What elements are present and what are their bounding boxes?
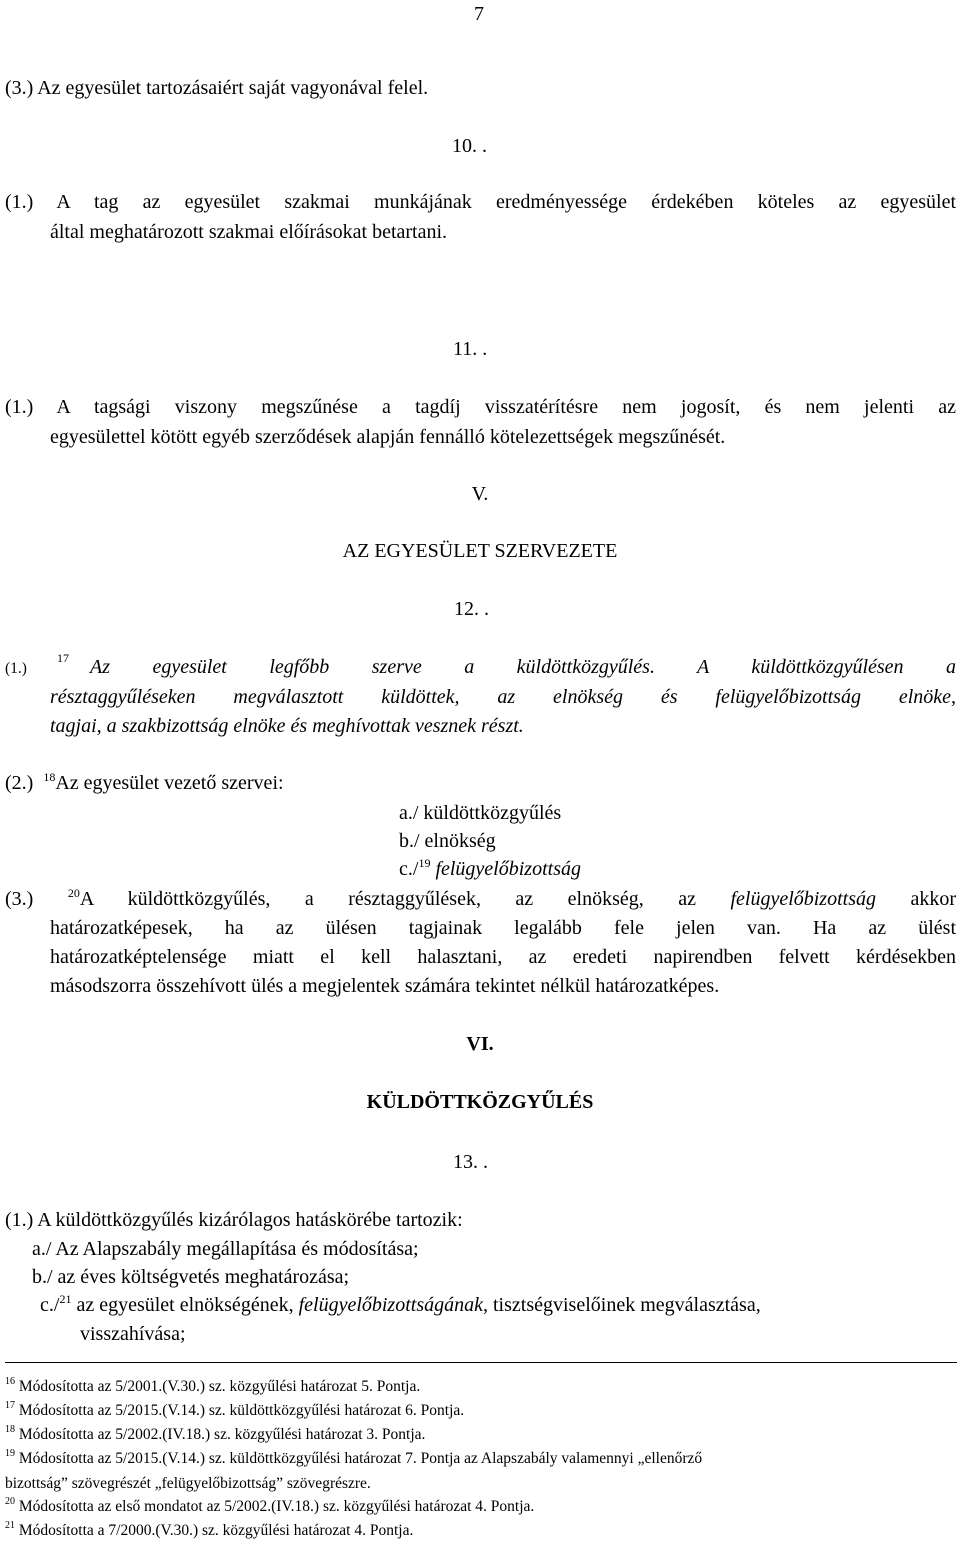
- footnote-ref-19: 19: [418, 856, 431, 870]
- paragraph-10-1-line2: által meghatározott szakmai előírásokat betartani.: [50, 221, 448, 243]
- list-item-a: a./ küldöttközgyűlés: [399, 802, 562, 824]
- footnote-ref-21: 21: [59, 1292, 72, 1306]
- list-item-13-b: b./ az éves költségvetés meghatározása;: [32, 1266, 350, 1288]
- paragraph-12-2: [5, 771, 284, 795]
- chapter-5-number: V.: [471, 483, 489, 505]
- chapter-5-title: AZ EGYESÜLET SZERVEZETE: [342, 540, 618, 562]
- paragraph-12-3-line2: határozatképesek, ha az ülésen tagjainak legalább fele jelen van. Ha az ülést: [50, 917, 956, 939]
- list-item-13-c: c./$^{21}$ az egyesület elnökségének, felügyelőbizottságának, tisztségviselőinek megválasztása,: [40, 1292, 761, 1316]
- footnote-17: $^{17}$ Módosította az 5/2015.(V.14.) sz. küldöttközgyűlési határozat 6. Pontja.: [5, 1400, 465, 1419]
- section-heading-11: 11. .: [453, 338, 488, 360]
- paragraph-12-2-number: (2.): [5, 772, 34, 794]
- footnote-ref-20: 20: [67, 886, 80, 900]
- section-heading-13: 13. .: [453, 1151, 488, 1173]
- footnote-21: $^{21}$ Módosította a 7/2000.(V.30.) sz. közgyűlési határozat 4. Pontja.: [5, 1520, 414, 1539]
- chapter-6-number: VI.: [466, 1033, 494, 1055]
- paragraph-12-1-line1: Az egyesület legfőbb szerve a küldöttközgyűlés. A küldöttközgyűlésen a: [90, 656, 956, 678]
- page-number: 7: [474, 3, 484, 25]
- list-item-13-c-line2: visszahívása;: [80, 1323, 186, 1345]
- paragraph-10-1-line1: (1.) A tag az egyesület szakmai munkájának eredményessége érdekében köteles az egyesület: [5, 191, 956, 213]
- list-item-b: b./ elnökség: [399, 830, 496, 852]
- chapter-6-title: KÜLDÖTTKÖZGYŰLÉS: [366, 1091, 594, 1113]
- paragraph-12-1-number: (1.): [5, 660, 27, 677]
- list-item-c: c./$^{19}$ felügyelőbizottság: [399, 856, 581, 880]
- footnote-ref-18: 18: [43, 770, 56, 784]
- footnote-20: $^{20}$ Módosította az első mondatot az 5/2002.(IV.18.) sz. közgyűlési határozat 4. Pontja.: [5, 1496, 535, 1515]
- footnote-ref-17: 17: [57, 651, 69, 665]
- list-item-13-a: a./ Az Alapszabály megállapítása és módosítása;: [32, 1238, 419, 1260]
- paragraph-12-3-line1: (3.) $^{20}$A küldöttközgyűlés, a résztaggyűlések, az elnökség, az felügyelőbizottság akkor: [5, 886, 957, 910]
- footnote-19-line2: bizottság” szövegrészét „felügyelőbizottság” szövegrészre.: [5, 1475, 371, 1492]
- footnote-separator: [5, 1362, 957, 1363]
- paragraph-12-1-line3: tagjai, a szakbizottság elnöke és meghívottak vesznek részt.: [50, 715, 524, 737]
- paragraph-12-3-line4: másodszorra összehívott ülés a megjelentek számára tekintet nélkül határozatképes.: [50, 975, 720, 997]
- footnote-18: $^{18}$ Módosította az 5/2002.(IV.18.) sz. közgyűlési határozat 3. Pontja.: [5, 1424, 426, 1443]
- paragraph-9-3: (3.) Az egyesület tartozásaiért saját vagyonával felel.: [5, 77, 429, 99]
- section-heading-12: 12. .: [454, 598, 489, 620]
- footnote-16: $^{16}$ Módosította az 5/2001.(V.30.) sz. közgyűlési határozat 5. Pontja.: [5, 1376, 421, 1395]
- paragraph-11-1-line1: (1.) A tagsági viszony megszűnése a tagdíj visszatérítésre nem jogosít, és nem jelenti az: [5, 396, 956, 418]
- paragraph-12-3-line3: határozatképtelensége miatt el kell halasztani, az eredeti napirendben felvett kérdésekben: [50, 946, 956, 968]
- footnote-19: $^{19}$ Módosította az 5/2015.(V.14.) sz. küldöttközgyűlési határozat 7. Pontja az Alapszabály valamennyi „ellenőrző: [5, 1448, 703, 1467]
- paragraph-11-1-line2: egyesülettel kötött egyéb szerződések alapján fennálló kötelezettségek megszűnését.: [50, 426, 726, 448]
- paragraph-12-1-line2: résztaggyűléseken megválasztott küldöttek, az elnökség és felügyelőbizottság elnöke,: [50, 686, 956, 708]
- paragraph-12-2-text: Az egyesület vezető szervei:: [55, 772, 284, 794]
- paragraph-13-1-intro: (1.) A küldöttközgyűlés kizárólagos hatáskörébe tartozik:: [5, 1209, 463, 1231]
- paragraph-12-3-number: (3.): [5, 888, 34, 910]
- section-heading-10: 10. .: [452, 135, 487, 157]
